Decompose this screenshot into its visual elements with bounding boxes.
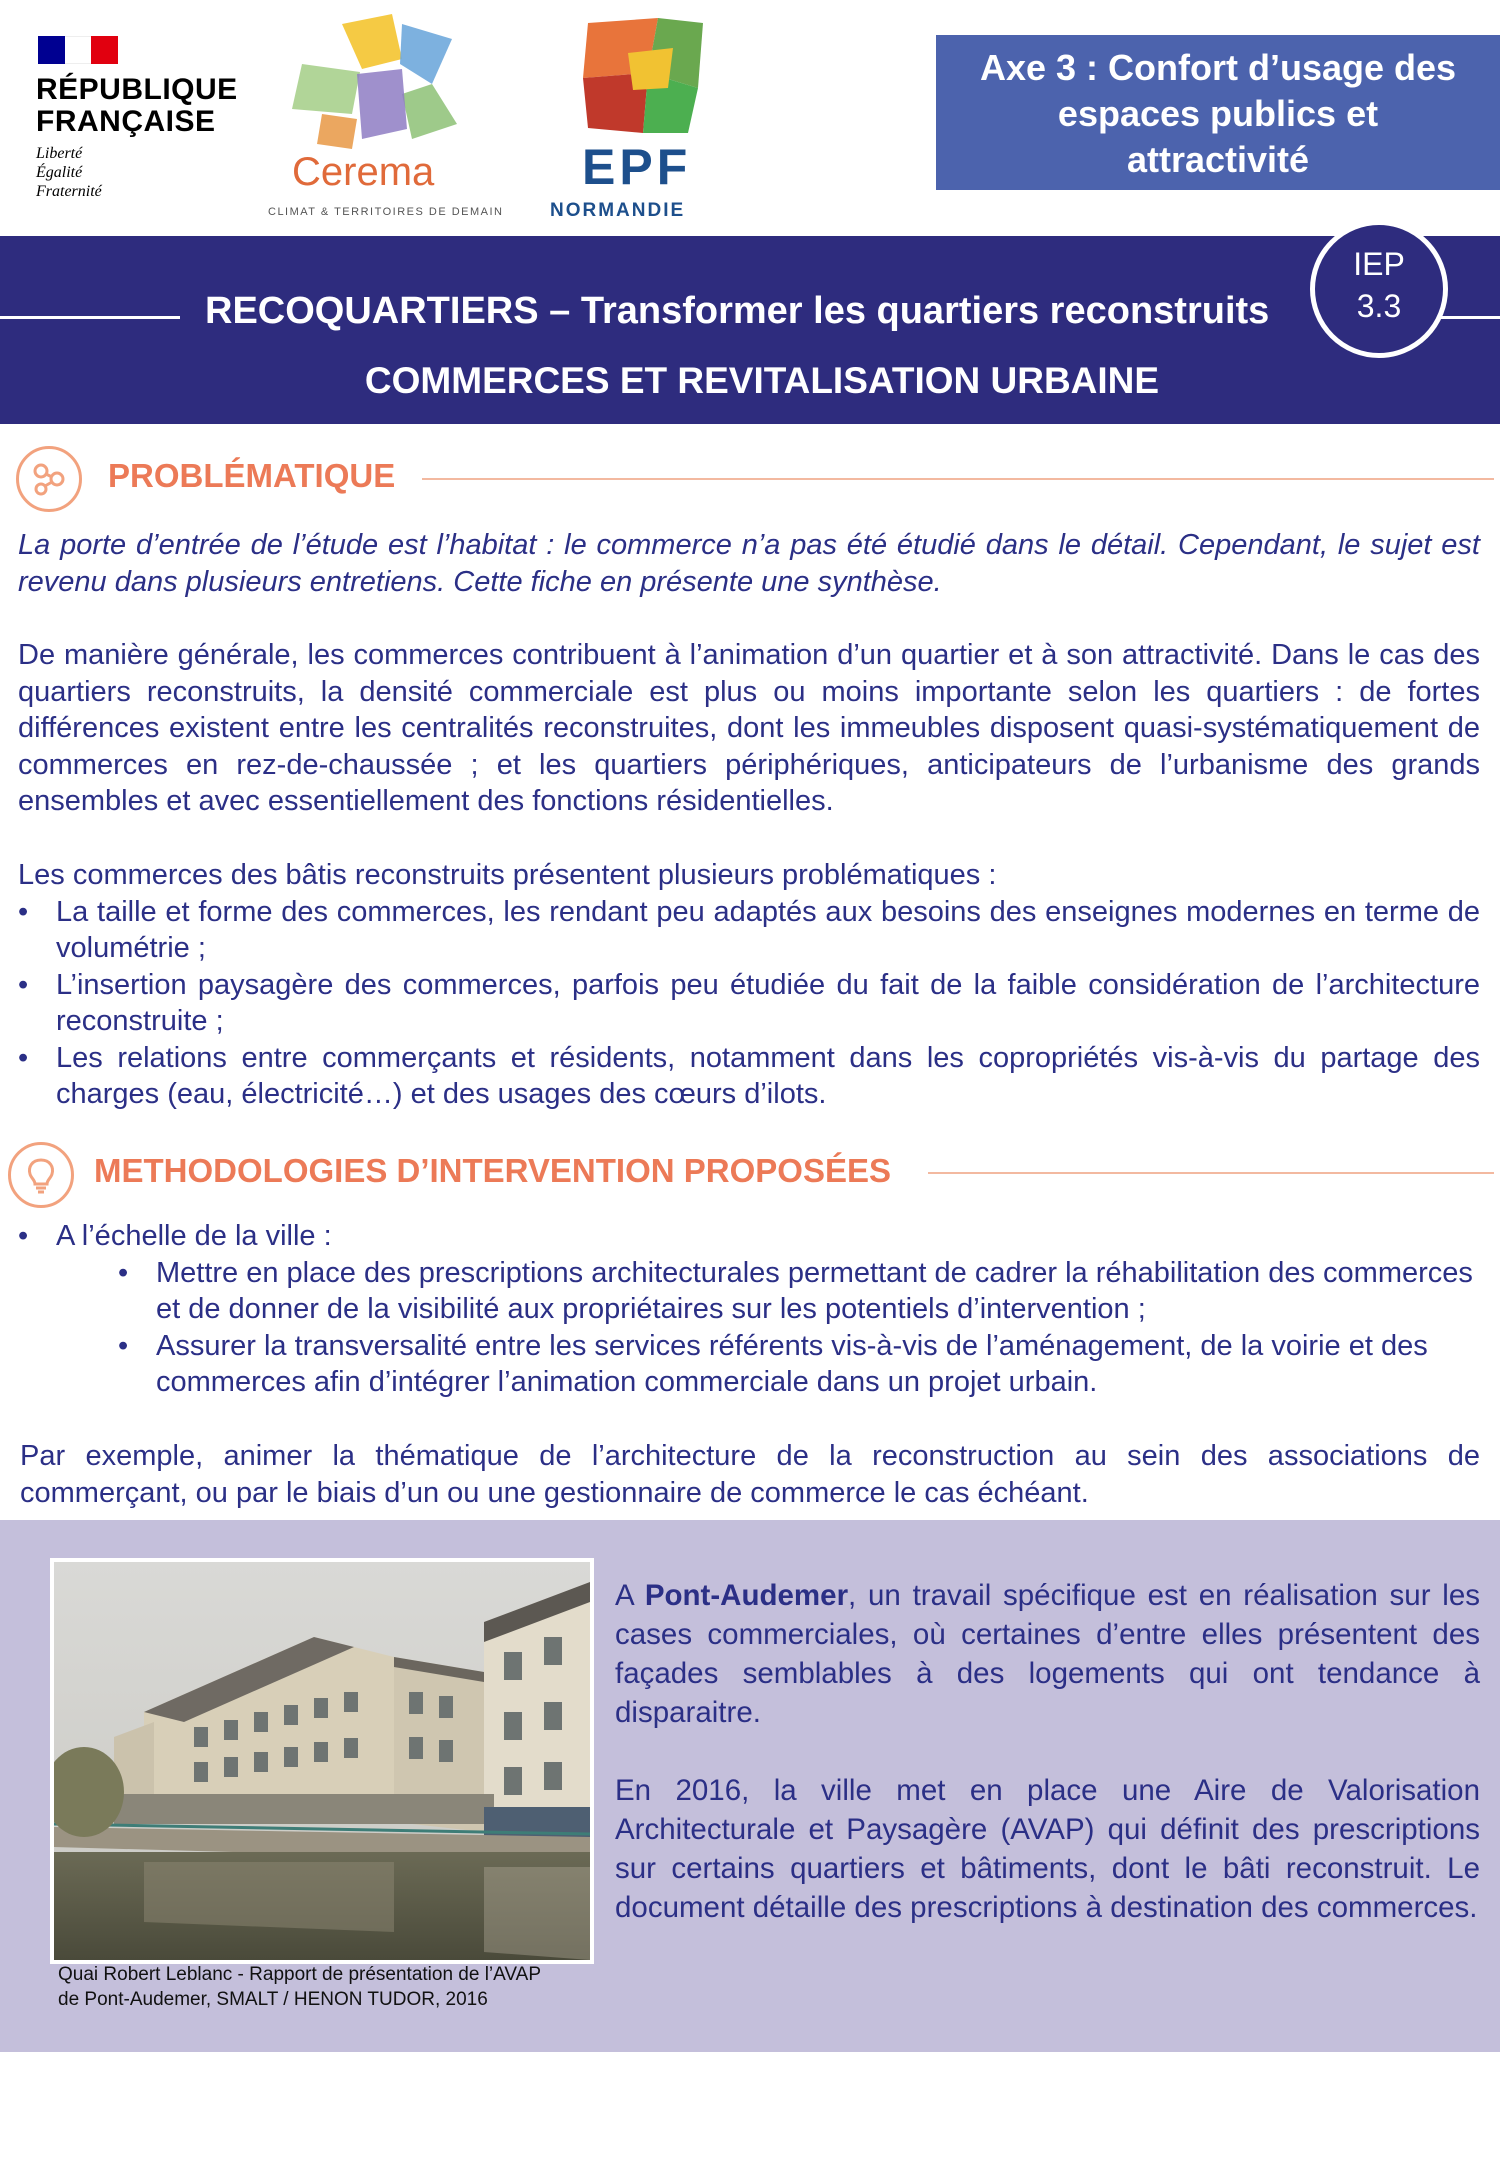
sub-list-item: • Mettre en place des prescriptions architecturales permettant de cadrer la réhabilitation des commerces et de donner de la visibilité aux propriétaires sur les potentiels d’intervention ; xyxy=(118,1255,1480,1328)
street-photo-illustration xyxy=(54,1562,590,1960)
republique-francaise-logo xyxy=(36,36,236,206)
sub-list-item: • Assurer la transversalité entre les services référents vis-à-vis de l’aménagement, de la voirie et des commerces afin d’intégrer l’animation commerciale dans un projet urbain. xyxy=(118,1328,1480,1401)
lightbulb-icon xyxy=(8,1142,74,1208)
list-item: • La taille et forme des commerces, les rendant peu adaptés aux besoins des enseignes modernes en terme de volumétrie ; xyxy=(18,894,1480,967)
iep-badge: IEP 3.3 xyxy=(1310,220,1448,358)
axe-title-line: attractivité xyxy=(1126,139,1310,180)
epf-normandie-logo xyxy=(540,18,740,221)
epf-wordmark: EPF xyxy=(582,139,692,195)
example-text xyxy=(615,1576,1480,1927)
french-flag-icon xyxy=(38,36,118,64)
epf-region: NORMANDIE xyxy=(550,200,686,221)
list-item: • L’insertion paysagère des commerces, parfois peu étudiée du fait de la faible considération de l’architecture reconstruite ; xyxy=(18,967,1480,1040)
photo-caption: Quai Robert Leblanc - Rapport de présentation de l’AVAP de Pont-Audemer, SMALT / HENON TUDOR, 2016 xyxy=(58,1964,542,2010)
epf-emblem-icon xyxy=(578,18,708,136)
document-subtitle: COMMERCES ET REVITALISATION URBAINE xyxy=(364,360,1160,401)
place-name: Pont-Audemer xyxy=(644,1579,849,1612)
problematique-list xyxy=(18,857,1480,1113)
methodologies-list xyxy=(18,1218,1480,1401)
cerema-logo xyxy=(262,14,504,218)
document-title: RECOQUARTIERS – Transformer les quartiers reconstruits xyxy=(205,290,1270,332)
section-rule xyxy=(422,478,1494,480)
axe-title-box xyxy=(936,35,1500,190)
banner-divider-left xyxy=(0,316,180,319)
axe-title-line: espaces publics et xyxy=(1057,93,1379,134)
problematique-heading: PROBLÉMATIQUE xyxy=(108,457,396,494)
list-intro: Les commerces des bâtis reconstruits présentent plusieurs problématiques : xyxy=(18,859,997,891)
list-item: • Les relations entre commerçants et résidents, notamment dans les copropriétés vis-à-vis du partage des charges (eau, électricité…) et des usages des cœurs d’ilots. xyxy=(18,1040,1480,1113)
axe-title-line: Axe 3 : Confort d’usage des xyxy=(979,47,1457,88)
cerema-emblem-icon xyxy=(282,14,482,154)
cerema-tagline: CLIMAT & TERRITOIRES DE DEMAIN xyxy=(268,206,504,218)
cerema-wordmark: Cerema xyxy=(292,150,435,194)
rf-motto: Liberté Égalité Fraternité xyxy=(36,145,102,200)
methodologies-heading: METHODOLOGIES D’INTERVENTION PROPOSÉES xyxy=(94,1152,891,1189)
example-paragraph-1: A Pont-Audemer, un travail spécifique est en réalisation sur les cases commerciales, où certaines d’entre elles présentent des façades semblables à des logements qui ont tendance à disparaitre. xyxy=(615,1579,1480,1729)
example-paragraph-2: En 2016, la ville met en place une Aire de Valorisation Architecturale et Paysagère (AVAP) qui définit des prescriptions sur certains quartiers et bâtiments, dont le bâti reconstruit. Le document détaille des prescriptions à destination des commerces. xyxy=(615,1774,1480,1924)
molecule-icon xyxy=(16,446,82,512)
banner-divider-right xyxy=(1440,316,1500,319)
quai-robert-leblanc-photo xyxy=(50,1558,594,1964)
list-item: • A l’échelle de la ville : • Mettre en place des prescriptions architecturales permettant de cadrer la réhabilitation des commerces et de donner de la visibilité aux propriétaires sur les potentiels d’intervention ; • Assurer la transversalité entre les services référents vis-à-vis de l’aménagement, de la voirie et des commerces afin d’intégrer l’animation commerciale dans un projet urbain. xyxy=(18,1218,1480,1401)
section-rule xyxy=(928,1172,1494,1174)
methodologies-example: Par exemple, animer la thématique de l’architecture de la reconstruction au sein des associations de commerçant, ou par le biais d’un ou une gestionnaire de commerce le cas échéant. xyxy=(20,1440,1480,1509)
rf-name: RÉPUBLIQUE FRANÇAISE xyxy=(36,73,238,138)
problematique-intro: La porte d’entrée de l’étude est l’habitat : le commerce n’a pas été étudié dans le détail. Cependant, le sujet est revenu dans plusieurs entretiens. Cette fiche en présente une synthèse. xyxy=(18,529,1480,598)
problematique-paragraph: De manière générale, les commerces contribuent à l’animation d’un quartier et à son attractivité. Dans le cas des quartiers reconstruits, la densité commerciale est plus ou moins importante selon les quartiers : de fortes différences existent entre les centralités reconstruites, dont les immeubles disposent quasi-systématiquement de commerces en rez-de-chaussée ; et les quartiers périphériques, anticipateurs de l’urbanisme des grands ensembles et avec essentiellement des fonctions résidentielles. xyxy=(18,639,1480,817)
